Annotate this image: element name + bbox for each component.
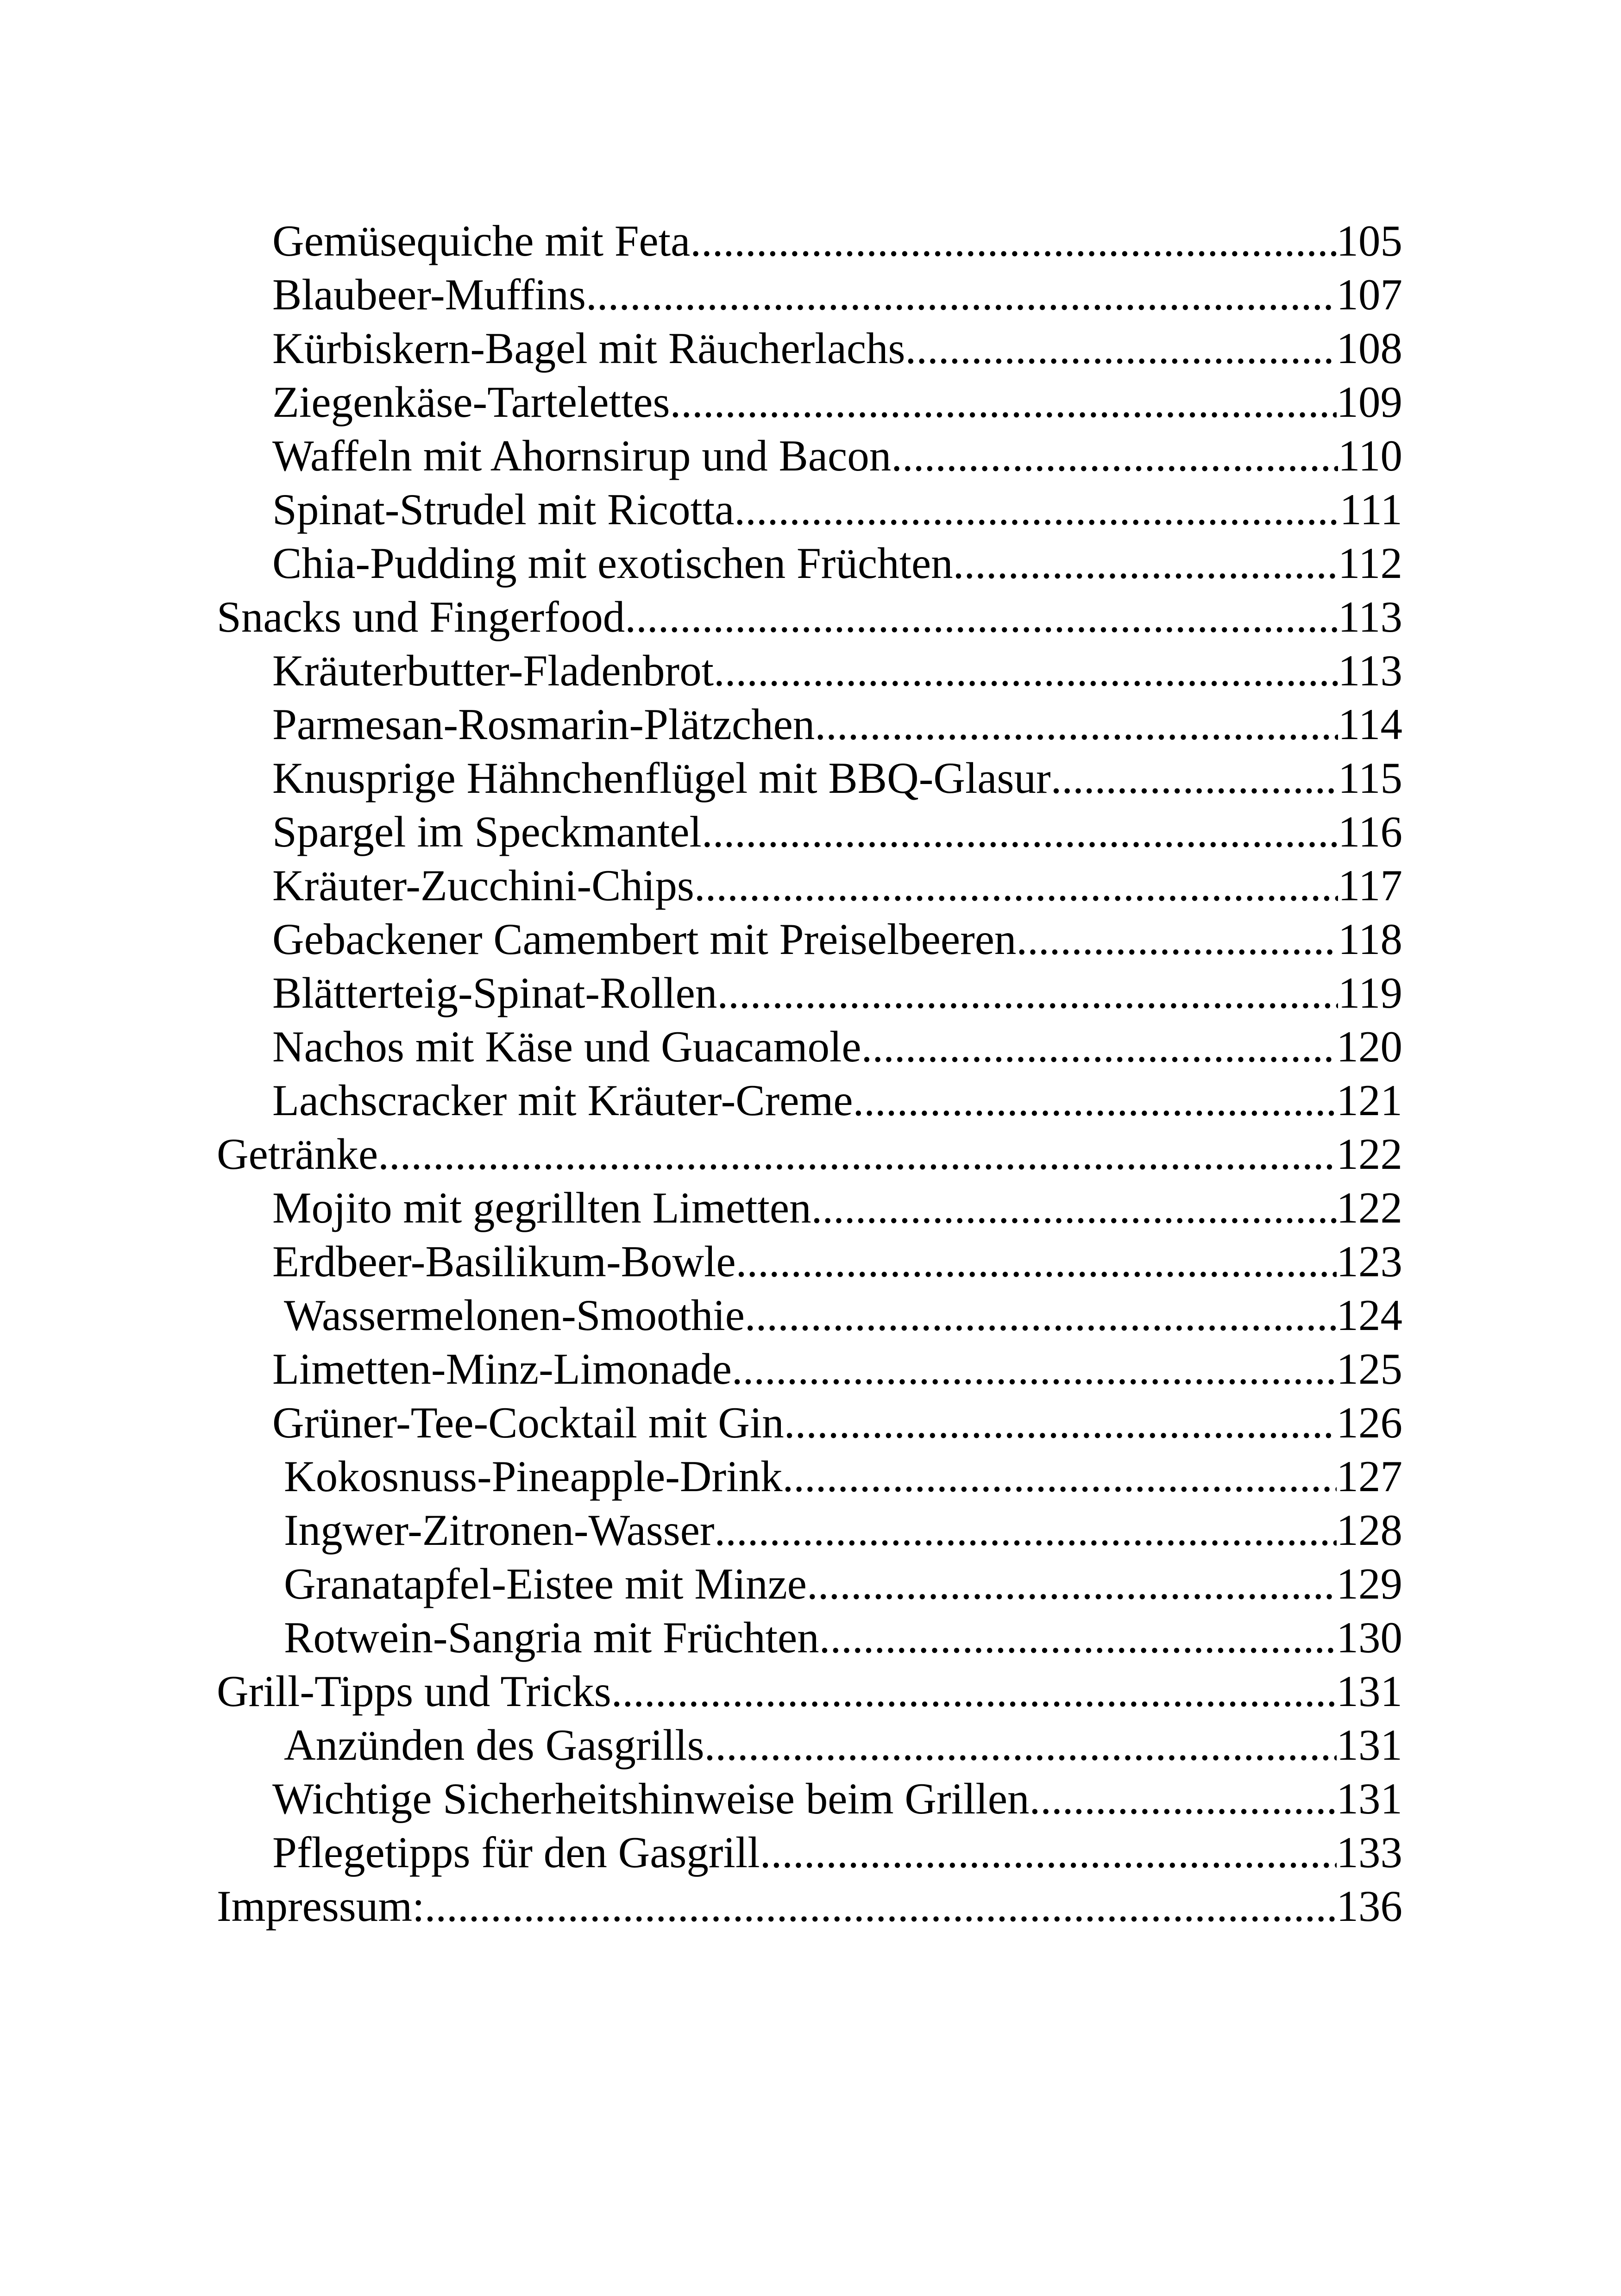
toc-entry [217,483,1402,536]
dot-leader [717,966,1338,1020]
toc-page-number: 119 [1338,968,1402,1017]
toc-entry-title: Spargel im Speckmantel [272,807,702,856]
dot-leader [714,644,1338,697]
toc-entry-title: Impressum: [217,1882,425,1931]
toc-page-number: 115 [1338,753,1402,803]
toc-entry-title: Getränke [217,1129,378,1179]
toc-entry [217,1557,1402,1611]
dot-leader [953,536,1338,590]
toc-page-number: 111 [1339,485,1402,534]
toc-entry-title: Anzünden des Gasgrills [284,1720,704,1769]
dot-leader [1029,1772,1336,1826]
toc-entry-title: Erdbeer-Basilikum-Bowle [272,1237,736,1286]
toc-entry [217,912,1402,966]
toc-page-number: 108 [1336,324,1402,373]
toc-page-number: 110 [1338,431,1402,480]
toc-entry-title: Gebackener Camembert mit Preiselbeeren [272,915,1017,964]
toc-page-number: 133 [1336,1828,1402,1877]
dot-leader [611,1664,1337,1718]
toc-entry-title: Kräuterbutter-Fladenbrot [272,646,714,695]
toc-entry-title: Granatapfel-Eistee mit Minze [284,1559,807,1608]
toc-entry [217,536,1402,590]
dot-leader [1016,912,1338,966]
toc-page-number: 114 [1338,700,1402,749]
toc-entry-title: Gemüsequiche mit Feta [272,216,691,265]
toc-entry [217,1826,1402,1879]
toc-entry-title: Rotwein-Sangria mit Früchten [284,1613,819,1662]
toc-entry-title: Limetten-Minz-Limonade. [272,1344,743,1393]
toc-entry-title: Blaubeer-Muffins [272,270,586,319]
toc-entry-title: Lachscracker mit Kräuter-Creme [272,1076,853,1125]
toc-entry [217,1449,1402,1503]
toc-entry [217,321,1402,375]
toc-entry [217,1235,1402,1288]
toc-entry-title: Nachos mit Käse und Guacamole [272,1022,861,1071]
toc-entry-title: Pflegetipps für den Gasgrill [272,1828,760,1877]
toc-entry [217,375,1402,429]
toc-entry-title: Chia-Pudding mit exotischen Früchten [272,539,953,588]
toc-page-number: 128 [1336,1506,1402,1555]
toc-entry-title: Ingwer-Zitronen-Wasser [284,1506,715,1555]
dot-leader [736,1235,1337,1288]
table-of-contents [217,214,1402,1933]
dot-leader [586,268,1336,321]
dot-leader [861,1020,1337,1073]
dot-leader [715,1503,1337,1557]
dot-leader [819,1611,1337,1664]
dot-leader [694,859,1338,912]
toc-page-number: 127 [1336,1452,1402,1501]
toc-entry [217,644,1402,697]
dot-leader [702,805,1338,859]
toc-section-entry [217,1879,1402,1933]
toc-page-number: 117 [1338,861,1402,910]
toc-entry [217,214,1402,268]
toc-entry [217,966,1402,1020]
toc-entry-title: Grill-Tipps und Tricks [217,1667,611,1716]
dot-leader [378,1127,1336,1181]
toc-entry [217,1181,1402,1235]
toc-page-number: 122 [1336,1183,1402,1232]
toc-page-number: 112 [1338,539,1402,588]
toc-entry-title: Ziegenkäse-Tartelettes [272,377,670,427]
toc-page-number: 130 [1336,1613,1402,1662]
toc-entry-title: Kürbiskern-Bagel mit Räucherlachs [272,324,905,373]
toc-section-entry [217,590,1402,644]
dot-leader [811,1181,1337,1235]
toc-entry-title: Spinat-Strudel mit Ricotta [272,485,735,534]
dot-leader [783,1449,1337,1503]
toc-entry [217,268,1402,321]
toc-entry-title: Knusprige Hähnchenflügel mit BBQ-Glasur [272,753,1051,803]
dot-leader [734,483,1339,536]
toc-page-number: 131 [1336,1774,1402,1823]
toc-entry-title: Waffeln mit Ahornsirup und Bacon [272,431,892,480]
toc-entry-title: Snacks und Fingerfood [217,592,625,641]
toc-entry-title: Wassermelonen-Smoothie [284,1291,745,1340]
toc-entry-title: Parmesan-Rosmarin-Plätzchen [272,700,815,749]
toc-page-number: 109 [1336,377,1402,427]
dot-leader [891,429,1338,483]
toc-entry [217,1772,1402,1826]
toc-entry-title: Kräuter-Zucchini-Chips [272,861,694,910]
dot-leader [815,697,1338,751]
toc-entry [217,697,1402,751]
toc-page-number: 121 [1336,1076,1402,1125]
toc-page-number: 126 [1336,1398,1402,1447]
dot-leader [704,1718,1337,1772]
toc-page-number: 122 [1336,1129,1402,1179]
toc-page-number: 113 [1338,592,1402,641]
toc-entry [217,1073,1402,1127]
toc-page-number: 124 [1336,1291,1402,1340]
toc-page-number: 136 [1336,1882,1402,1931]
toc-page-number: 131 [1336,1720,1402,1769]
toc-page-number: 120 [1336,1022,1402,1071]
toc-section-entry [217,1664,1402,1718]
dot-leader [743,1342,1337,1396]
dot-leader [670,375,1336,429]
toc-entry [217,1503,1402,1557]
toc-section-entry [217,1127,1402,1181]
toc-page-number: 118 [1338,915,1402,964]
toc-entry-title: Mojito mit gegrillten Limetten [272,1183,811,1232]
toc-entry [217,751,1402,805]
toc-entry [217,805,1402,859]
toc-entry [217,1718,1402,1772]
toc-page-number: 131 [1336,1667,1402,1716]
toc-entry-title: Grüner-Tee-Cocktail mit Gin [272,1398,784,1447]
toc-entry [217,1396,1402,1449]
toc-page-number: 107 [1336,270,1402,319]
dot-leader [425,1879,1337,1933]
toc-page-number: 129 [1336,1559,1402,1608]
toc-entry [217,429,1402,483]
dot-leader [807,1557,1337,1611]
toc-page-number: 105 [1336,216,1402,265]
toc-entry [217,1611,1402,1664]
dot-leader [745,1288,1337,1342]
toc-entry [217,859,1402,912]
dot-leader [1051,751,1338,805]
toc-entry [217,1020,1402,1073]
toc-page-number: 116 [1338,807,1402,856]
toc-entry [217,1342,1402,1396]
toc-page-number: 113 [1338,646,1402,695]
toc-entry-title: Wichtige Sicherheitshinweise beim Grillen [272,1774,1030,1823]
dot-leader [690,214,1336,268]
toc-entry-title: Blätterteig-Spinat-Rollen [272,968,717,1017]
dot-leader [905,321,1337,375]
toc-page-number: 123 [1336,1237,1402,1286]
dot-leader [853,1073,1337,1127]
dot-leader [625,590,1338,644]
dot-leader [760,1826,1337,1879]
toc-page-number: 125 [1336,1344,1402,1393]
toc-entry [217,1288,1402,1342]
dot-leader [784,1396,1337,1449]
toc-entry-title: Kokosnuss-Pineapple-Drink [284,1452,783,1501]
